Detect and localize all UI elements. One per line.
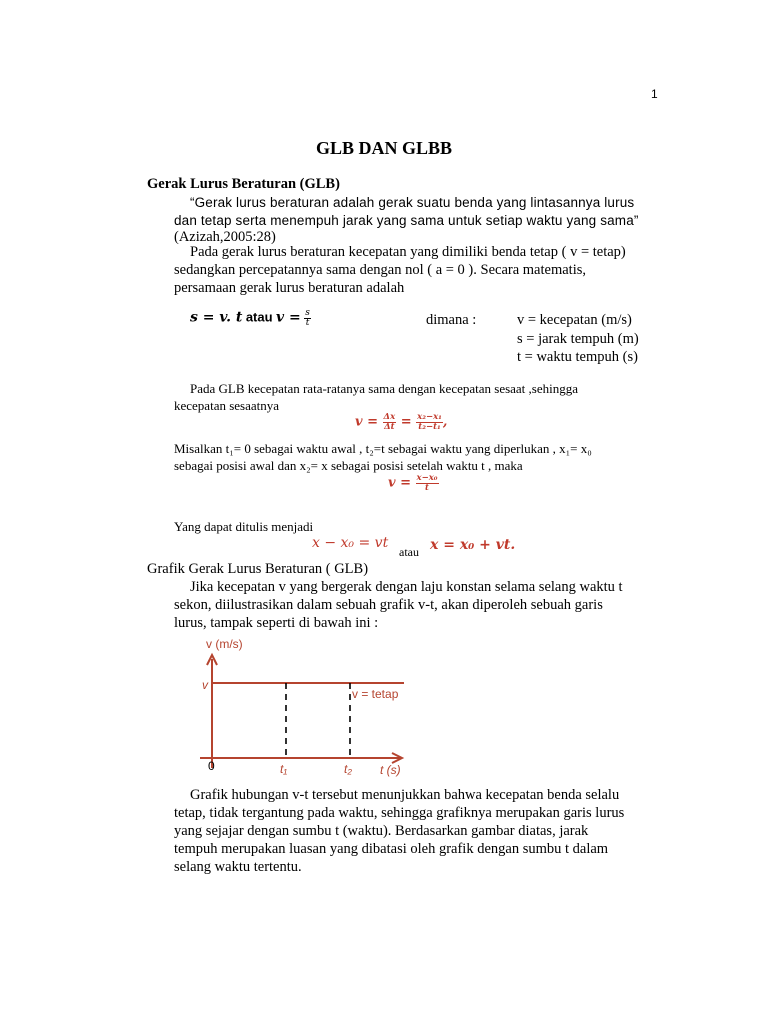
- page-number: 1: [651, 87, 658, 101]
- para3-line-3: lurus, tampak seperti di bawah ini :: [174, 615, 379, 631]
- eq2-fraction-1: [383, 413, 397, 431]
- y-axis-label: v (m/s): [206, 637, 243, 651]
- misalkan-line-2: sebagai posisi awal dan x₂= x sebagai posisi setelah waktu t , maka: [174, 458, 523, 473]
- definition-t: t = waktu tempuh (s): [517, 349, 638, 365]
- para4-line-5: selang waktu tertentu.: [174, 859, 302, 875]
- para4-line-2: tetap, tidak tergantung pada waktu, sehingga grafiknya merupakan garis lurus: [174, 805, 625, 821]
- definition-v: v = kecepatan (m/s): [517, 312, 632, 328]
- v-tick-label: v: [202, 678, 208, 692]
- definition-s: s = jarak tempuh (m): [517, 331, 639, 347]
- equation-instant-velocity: [355, 413, 447, 431]
- eq2-equals: =: [400, 414, 412, 430]
- para3-line-2: sekon, diilustrasikan dalam sebuah grafik v-t, akan diperoleh sebuah garis: [174, 597, 603, 613]
- formula-s-vt: s = v. t: [190, 309, 243, 326]
- eq3-den: t: [425, 482, 429, 493]
- misalkan-line-1: Misalkan t₁= 0 sebagai waktu awal , t₂=t sebagai waktu yang diperlukan , x₁= x₀: [174, 441, 592, 456]
- formula-v: v =: [276, 309, 301, 326]
- page-title: GLB DAN GLBB: [315, 138, 453, 158]
- para3-line-1: Jika kecepatan v yang bergerak dengan laju konstan selama selang waktu t: [190, 579, 623, 595]
- eq2-comma: ,: [442, 414, 448, 430]
- section-heading-graph: Grafik Gerak Lurus Beraturan ( GLB): [147, 561, 369, 577]
- formula-glb: [190, 309, 311, 328]
- dimana-label: dimana :: [426, 312, 477, 328]
- origin-label: 0: [208, 759, 215, 773]
- equation-velocity: [388, 474, 439, 492]
- eq2-den2: t₂−t₁: [418, 421, 441, 432]
- line-label: v = tetap: [352, 687, 399, 701]
- eq3-num: x−x₀: [416, 473, 438, 483]
- quote-citation: (Azizah,2005:28): [174, 229, 276, 245]
- para4-line-3: yang sejajar dengan sumbu t (waktu). Berdasarkan gambar diatas, jarak: [174, 823, 589, 839]
- quote-line-1: “Gerak lurus beraturan adalah gerak suatu benda yang lintasannya lurus: [190, 195, 635, 210]
- t2-label: t₂: [344, 762, 352, 776]
- formula-num: s: [305, 308, 310, 318]
- para1-line-2: sedangkan percepatannya sama dengan nol ( a = 0 ). Secara matematis,: [174, 262, 586, 278]
- eq4-atau: atau: [399, 545, 419, 559]
- para4-line-4: tempuh merupakan luasan yang dibatasi oleh grafik dengan sumbu t dalam: [174, 841, 609, 857]
- para1-line-1: Pada gerak lurus beraturan kecepatan yang dimiliki benda tetap ( v = tetap): [190, 244, 626, 260]
- t1-label: t₁: [280, 762, 288, 776]
- eq3-fraction: [416, 474, 439, 492]
- yang-dapat-text: Yang dapat ditulis menjadi: [174, 519, 314, 534]
- formula-fraction: [304, 309, 311, 328]
- eq3-lhs: v =: [388, 475, 411, 491]
- x-axis-label: t (s): [380, 763, 401, 777]
- equation-position-2: x = x₀ + vt.: [430, 537, 516, 553]
- para2-line-2: kecepatan sesaatnya: [174, 398, 280, 413]
- para2-line-1: Pada GLB kecepatan rata-ratanya sama dengan kecepatan sesaat ,sehingga: [190, 381, 579, 396]
- eq2-num1: Δx: [383, 412, 396, 422]
- equation-position-1: x − x₀ = vt: [312, 535, 389, 551]
- eq2-lhs: v =: [355, 414, 378, 430]
- quote-line-2: dan tetap serta menempuh jarak yang sama untuk setiap waktu yang sama”: [174, 213, 639, 228]
- section-heading-glb: Gerak Lurus Beraturan (GLB): [147, 176, 340, 192]
- eq2-num2: x₂−x₁: [417, 412, 442, 422]
- formula-den: t: [305, 318, 310, 328]
- para1-line-3: persamaan gerak lurus beraturan adalah: [174, 280, 405, 296]
- vt-graph: [190, 628, 420, 788]
- eq2-den1: Δt: [384, 421, 395, 432]
- formula-atau: atau: [245, 309, 273, 325]
- eq2-fraction-2: [416, 413, 443, 431]
- para4-line-1: Grafik hubungan v-t tersebut menunjukkan bahwa kecepatan benda selalu: [190, 787, 620, 803]
